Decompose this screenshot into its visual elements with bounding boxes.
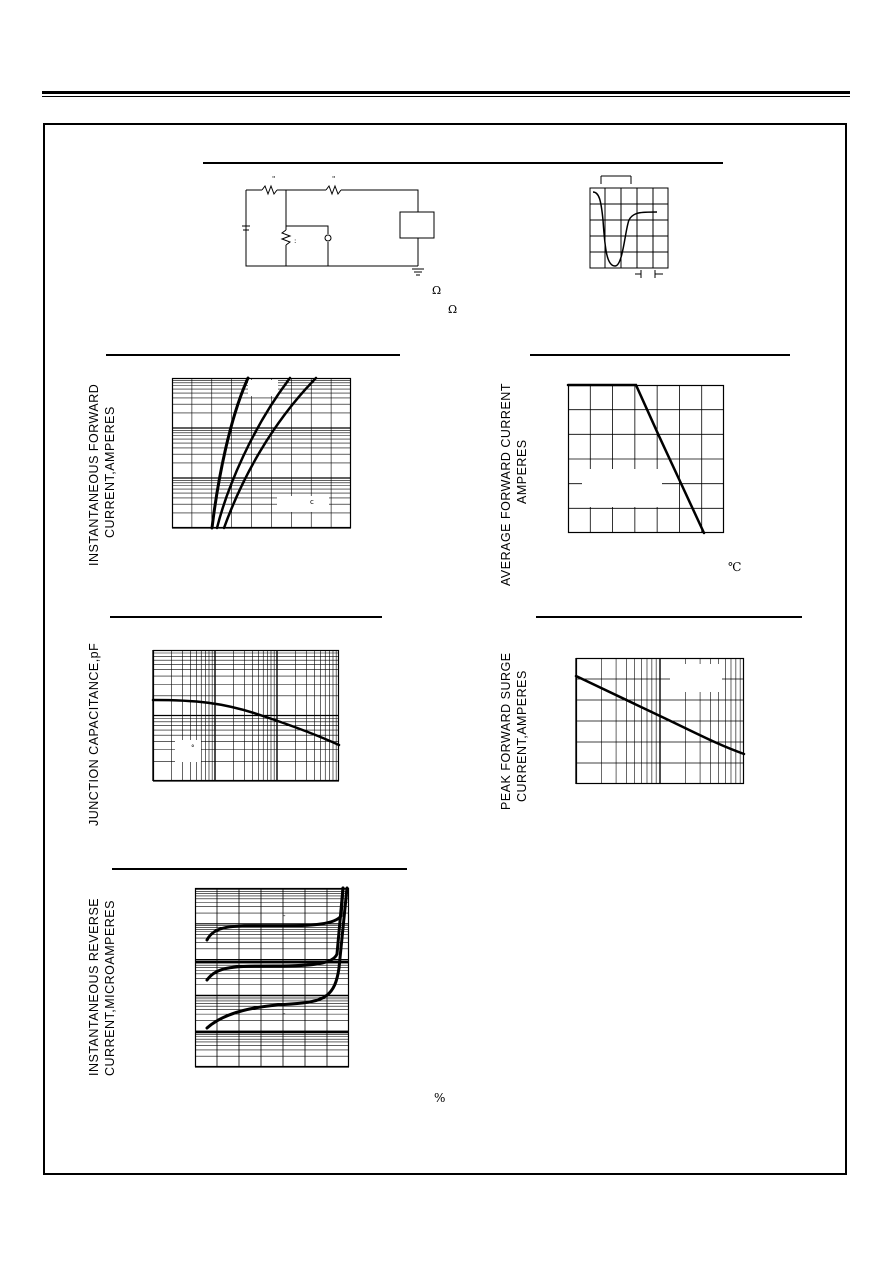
- test-circuit-diagram: [238, 172, 448, 282]
- legend-mark: c: [310, 498, 314, 506]
- reverse-curve-2: [207, 888, 343, 980]
- surge-current-chart: [576, 658, 744, 784]
- derating-ylabel-line2: AMPERES: [515, 439, 529, 504]
- forward-title-rule: [106, 354, 400, 356]
- reverse-title-rule: [112, 868, 407, 870]
- derating-curve-chart: [568, 385, 724, 533]
- header-rule-bottom: [42, 96, 850, 97]
- reverse-ylabel-line2: CURRENT,MICROAMPERES: [103, 900, 117, 1076]
- svg-text::: :: [294, 237, 297, 245]
- forward-ylabel-line1: INSTANTANEOUS FORWARD: [87, 383, 101, 566]
- reverse-ylabel: [86, 898, 118, 1076]
- capacitance-title-rule: [110, 616, 382, 618]
- forward-ylabel: [86, 384, 118, 566]
- ohm-symbol-2: Ω: [448, 303, 458, 316]
- test-circuit-title-rule: [203, 162, 723, 164]
- svg-text:": ": [272, 175, 276, 183]
- curve-mark: -: [283, 1010, 286, 1018]
- percent-symbol: %: [434, 1091, 446, 1105]
- derating-ylabel-line1: AVERAGE FORWARD CURRENT: [499, 383, 513, 586]
- surge-title-rule: [536, 616, 802, 618]
- svg-text:": ": [332, 175, 336, 183]
- derating-ylabel: [498, 383, 530, 586]
- surge-ylabel-line1: PEAK FORWARD SURGE: [499, 652, 513, 810]
- legend-box: [175, 740, 201, 762]
- legend-box: [277, 496, 329, 512]
- forward-ylabel-line2: CURRENT,AMPERES: [103, 406, 117, 538]
- legend-box: [248, 380, 278, 396]
- derating-title-rule: [530, 354, 790, 356]
- recovery-waveform: [585, 170, 675, 282]
- degc-symbol: ℃: [728, 560, 742, 574]
- legend-box: [670, 664, 722, 692]
- capacitance-curve: [153, 700, 339, 745]
- reverse-characteristics-chart: [195, 888, 349, 1067]
- surge-ylabel: [498, 652, 530, 810]
- forward-curve-1: [212, 378, 248, 528]
- legend-mark: °: [191, 744, 195, 752]
- header-rule-top: [42, 91, 850, 94]
- surge-ylabel-line2: CURRENT,AMPERES: [515, 670, 529, 802]
- capacitance-ylabel: [86, 643, 102, 826]
- junction-capacitance-chart: [153, 650, 339, 781]
- plot-frame: [196, 889, 349, 1067]
- reverse-ylabel-line1: INSTANTANEOUS REVERSE: [87, 897, 101, 1076]
- reverse-curve-3: [207, 888, 347, 1028]
- ohm-symbol-1: Ω: [432, 284, 442, 297]
- capacitance-ylabel-line1: JUNCTION CAPACITANCE,pF: [87, 642, 101, 826]
- curve-mark: -: [283, 912, 286, 920]
- legend-box: [582, 469, 662, 507]
- forward-characteristics-chart: [172, 378, 351, 528]
